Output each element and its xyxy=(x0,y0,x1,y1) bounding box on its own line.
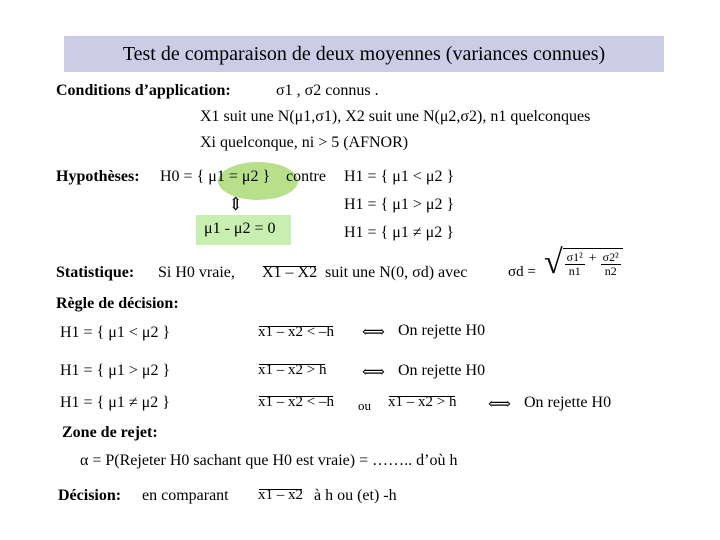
zone-label: Zone de rejet: xyxy=(62,424,158,441)
rule-row-1-cond: x1 – x2 < –h xyxy=(258,324,334,340)
statistique-label: Statistique: xyxy=(56,264,135,281)
conditions-line3: Xi quelconque, ni > 5 (AFNOR) xyxy=(200,134,409,151)
h0-alt-statement: μ1 - μ2 = 0 xyxy=(204,220,276,237)
statistique-distribution: suit une N(0, σd) avec xyxy=(325,264,468,281)
rule-row-2-result: On rejette H0 xyxy=(398,362,486,379)
decision-text-pre: en comparant xyxy=(142,487,229,504)
sqrt-icon: √ xyxy=(544,244,563,281)
fraction-2: $\frac{\text{σ2²}}{n2}$ xyxy=(602,250,619,278)
rule-row-3-cond2: x1 – x2 > h xyxy=(388,394,457,410)
rule-row-1-arrow-icon: ⟺ xyxy=(362,324,385,341)
rule-row-2-h1: H1 = { μ1 > μ2 } xyxy=(60,362,171,379)
rule-row-3-cond: x1 – x2 < –h xyxy=(258,394,334,410)
h1-option-less: H1 = { μ1 < μ2 } xyxy=(344,168,455,185)
decision-label: Décision: xyxy=(58,487,122,504)
h1-option-different: H1 = { μ1 ≠ μ2 } xyxy=(344,224,454,241)
statistique-condition: Si H0 vraie, xyxy=(158,264,235,281)
sigma-d-label: σd = xyxy=(508,264,536,280)
statistique-diff xyxy=(262,264,317,282)
regle-label: Règle de décision: xyxy=(56,295,179,312)
rule-row-3-arrow-icon: ⟺ xyxy=(488,396,511,413)
fraction-1: $\frac{\text{σ1²}}{n1}$ xyxy=(566,250,583,278)
conditions-label: Conditions d’application: xyxy=(56,82,231,99)
decision-text-post: à h ou (et) -h xyxy=(314,487,397,504)
conditions-line2: X1 suit une N(μ1,σ1), X2 suit une N(μ2,σ2), n1 quelconques xyxy=(200,108,591,125)
zone-alpha-text: α = P(Rejeter H0 sachant que H0 est vraie) = …….. d’où h xyxy=(80,452,458,469)
rule-row-3-result: On rejette H0 xyxy=(524,394,612,411)
h0-statement: H0 = { μ1 = μ2 } xyxy=(160,168,271,185)
hypotheses-label: Hypothèses: xyxy=(56,168,140,185)
slide-title: Test de comparaison de deux moyennes (variances connues) xyxy=(64,36,664,72)
rule-row-3-h1: H1 = { μ1 ≠ μ2 } xyxy=(60,394,170,411)
h1-option-greater: H1 = { μ1 > μ2 } xyxy=(344,196,455,213)
decision-diff: x1 – x2 xyxy=(258,487,303,503)
rule-row-1-result: On rejette H0 xyxy=(398,322,486,339)
rule-row-3-ou: ou xyxy=(358,398,371,413)
contre-text: contre xyxy=(286,168,326,185)
mean-diff-expression: X1 – X2 xyxy=(262,264,318,281)
conditions-line1: σ1 , σ2 connus . xyxy=(276,82,379,99)
rule-row-2-cond: x1 – x2 > h xyxy=(258,362,327,378)
rule-row-2-arrow-icon: ⟺ xyxy=(362,364,385,381)
sigma-d-formula: √ $\frac{\text{σ1²}}{n1}$ + $\frac{\text{σ2²}}{n2}$ xyxy=(544,246,623,280)
equivalence-arrow-icon: ⇕ xyxy=(228,194,244,214)
rule-row-1-h1: H1 = { μ1 < μ2 } xyxy=(60,324,171,341)
